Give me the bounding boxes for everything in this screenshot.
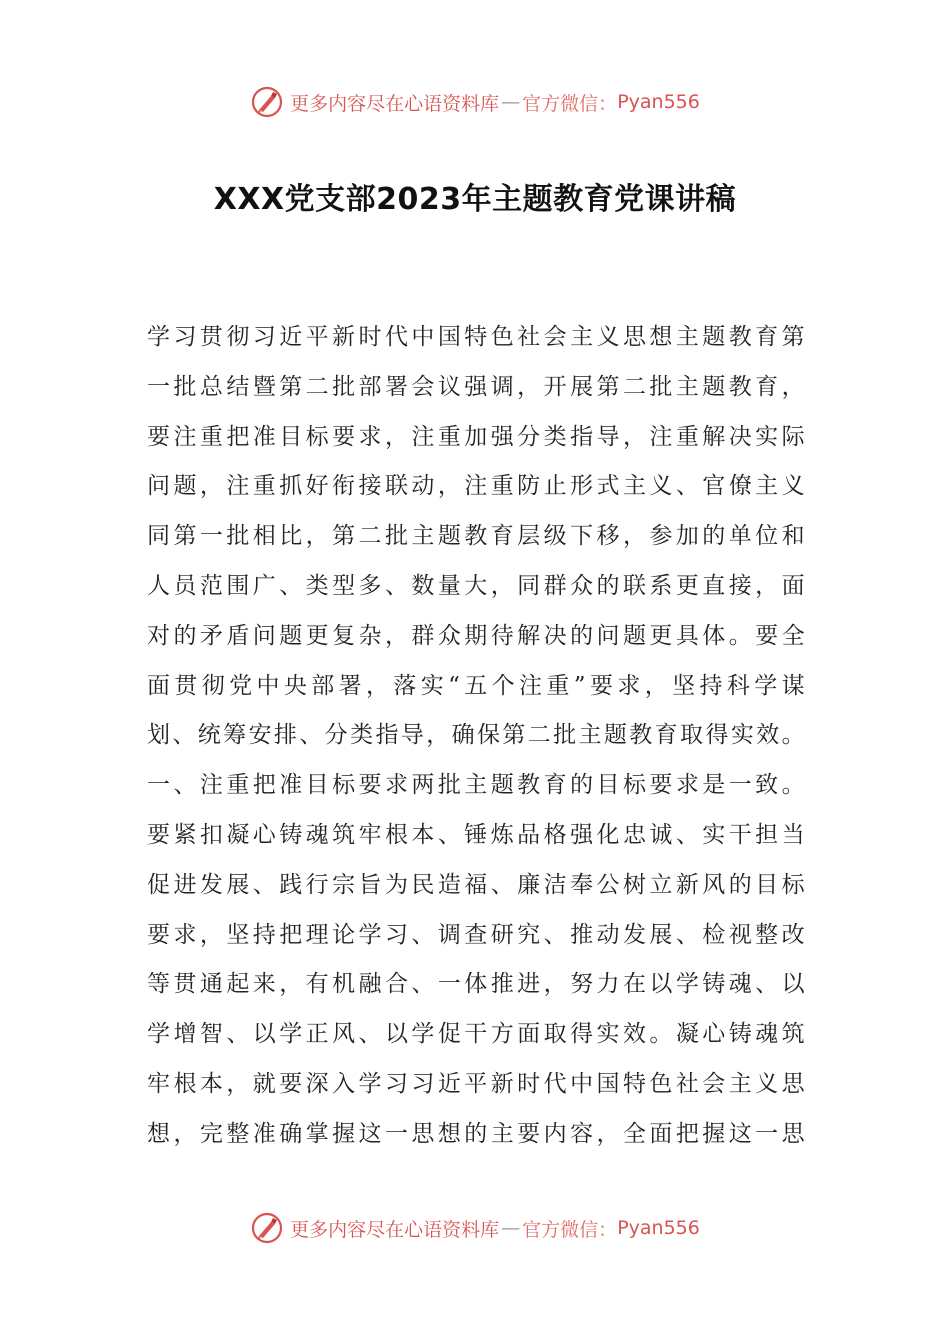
watermark-label: 官方微信： bbox=[522, 92, 618, 115]
watermark-wechat-id: Pyan556 bbox=[617, 1217, 700, 1239]
watermark-text: 更多内容尽在心语资料库 bbox=[290, 1218, 500, 1241]
body-line: 要注重把准目标要求，注重加强分类指导，注重解决实际 bbox=[147, 423, 805, 450]
watermark-separator: — bbox=[501, 1217, 521, 1239]
body-line: 想，完整准确掌握这一思想的主要内容，全面把握这一思 bbox=[147, 1120, 805, 1147]
watermark-separator: — bbox=[501, 91, 521, 113]
body-line: 面贯彻党中央部署，落实“五个注重”要求，坚持科学谋 bbox=[147, 672, 805, 699]
pen-nib-logo-icon bbox=[250, 1211, 284, 1245]
body-line: 要求，坚持把理论学习、调查研究、推动发展、检视整改 bbox=[147, 921, 805, 948]
watermark-label: 官方微信： bbox=[522, 1218, 618, 1241]
header-watermark bbox=[0, 82, 950, 122]
body-line: 等贯通起来，有机融合、一体推进，努力在以学铸魂、以 bbox=[147, 971, 805, 998]
pen-nib-logo-icon bbox=[250, 85, 284, 119]
document-body bbox=[147, 313, 805, 1160]
body-line: 学增智、以学正风、以学促干方面取得实效。凝心铸魂筑 bbox=[147, 1021, 805, 1048]
footer-watermark bbox=[0, 1208, 950, 1248]
body-line: 一批总结暨第二批部署会议强调，开展第二批主题教育， bbox=[147, 373, 805, 400]
body-line: 人员范围广、类型多、数量大，同群众的联系更直接，面 bbox=[147, 572, 805, 599]
watermark-text: 更多内容尽在心语资料库 bbox=[290, 92, 500, 115]
document-title: XXX党支部2023年主题教育党课讲稿 bbox=[213, 182, 737, 217]
body-line: 学习贯彻习近平新时代中国特色社会主义思想主题教育第 bbox=[147, 324, 805, 350]
watermark-wechat-id: Pyan556 bbox=[617, 91, 700, 113]
body-line: 要紧扣凝心铸魂筑牢根本、锤炼品格强化忠诚、实干担当 bbox=[147, 821, 805, 848]
body-line: 同第一批相比，第二批主题教育层级下移，参加的单位和 bbox=[147, 523, 805, 550]
body-line: 问题，注重抓好衔接联动，注重防止形式主义、官僚主义 bbox=[147, 473, 805, 500]
body-line: 牢根本，就要深入学习习近平新时代中国特色社会主义思 bbox=[147, 1070, 805, 1097]
body-line: 一、注重把准目标要求两批主题教育的目标要求是一致。 bbox=[147, 772, 805, 799]
body-line: 促进发展、践行宗旨为民造福、廉洁奉公树立新风的目标 bbox=[147, 871, 805, 898]
body-line: 对的矛盾问题更复杂，群众期待解决的问题更具体。要全 bbox=[147, 622, 805, 649]
body-line: 划、统筹安排、分类指导，确保第二批主题教育取得实效。 bbox=[147, 722, 805, 749]
